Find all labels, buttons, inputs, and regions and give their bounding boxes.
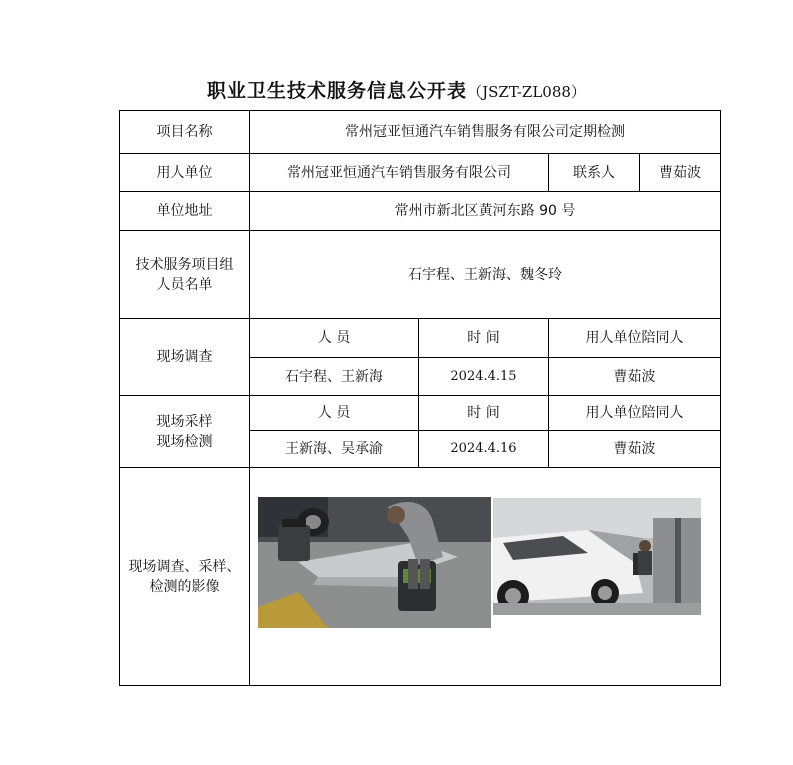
images-label-line2: 检测的影像 [149,578,220,595]
team-label [120,231,250,319]
sampling-header-escort: 用人单位陪同人 [549,396,721,431]
project-name-value: 常州冠亚恒通汽车销售服务有限公司定期检测 [250,111,721,154]
images-label [120,468,250,686]
employer-label: 用人单位 [120,154,250,192]
contact-value: 曹茹波 [640,154,721,192]
photo-worker-measuring [258,497,491,628]
employer-value: 常州冠亚恒通汽车销售服务有限公司 [250,154,549,192]
contact-label: 联系人 [549,154,640,192]
sampling-people: 王新海、吴承渝 [250,431,419,468]
row-survey-header [120,319,721,358]
team-label-line2: 人员名单 [156,276,213,293]
row-team [120,231,721,319]
page-title [0,76,793,103]
survey-escort: 曹茹波 [549,358,721,396]
title-code: （JSZT-ZL088） [467,83,586,101]
sampling-header-people: 人 员 [250,396,419,431]
address-value: 常州市新北区黄河东路 90 号 [250,192,721,231]
row-address [120,192,721,231]
address-label: 单位地址 [120,192,250,231]
images-cell [250,468,721,686]
survey-time: 2024.4.15 [419,358,549,396]
survey-header-time: 时 间 [419,319,549,358]
sampling-header-time: 时 间 [419,396,549,431]
survey-label: 现场调查 [120,319,250,396]
team-value: 石宇程、王新海、魏冬玲 [250,231,721,319]
sampling-time: 2024.4.16 [419,431,549,468]
survey-header-people: 人 员 [250,319,419,358]
info-table [119,110,721,686]
sampling-label-line1: 现场采样 [156,413,213,430]
survey-people: 石宇程、王新海 [250,358,419,396]
row-images [120,468,721,686]
row-sampling-header [120,396,721,431]
team-label-line1: 技术服务项目组 [135,256,234,273]
row-project-name [120,111,721,154]
sampling-escort: 曹茹波 [549,431,721,468]
sampling-label-line2: 现场检测 [156,433,213,450]
project-name-label: 项目名称 [120,111,250,154]
images-label-line1: 现场调查、采样、 [128,558,241,575]
row-employer [120,154,721,192]
title-main: 职业卫生技术服务信息公开表 [207,80,468,102]
sampling-label [120,396,250,468]
survey-header-escort: 用人单位陪同人 [549,319,721,358]
photo-white-car [493,498,701,615]
